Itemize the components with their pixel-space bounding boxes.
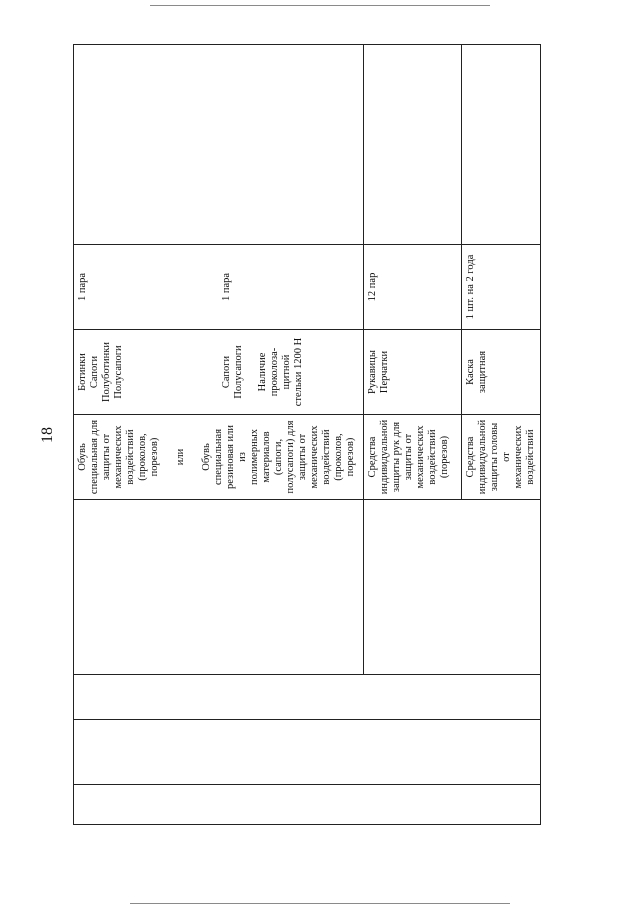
cell-empty-b1 [74, 720, 541, 785]
cell-norm-hands [364, 245, 462, 330]
text-line: механических [415, 425, 426, 489]
spacer [245, 334, 257, 410]
spacer [187, 419, 201, 495]
cell-empty-a1 [74, 785, 541, 825]
text-line: защиты рук для [391, 421, 402, 493]
text-line: индивидуальной [379, 419, 390, 495]
text-line: (порезов) [439, 435, 450, 479]
cell-ppe-name-footwear [74, 415, 364, 500]
text-line: полусапоги) для [285, 420, 296, 494]
text-line: защиты от [297, 433, 308, 481]
text-line: порезов) [345, 437, 356, 477]
text-line: Обувь [77, 443, 88, 471]
text-line: полимерных [249, 428, 260, 486]
cell-empty-h3 [462, 45, 541, 245]
cell-ppe-items-head [462, 330, 541, 415]
text-line: Сапоги [89, 355, 100, 389]
cell-empty-c1 [74, 675, 541, 720]
text-line: индивидуальной [477, 419, 488, 495]
text-line: 1 шт. на 2 года [465, 254, 476, 320]
table-row-footwear [74, 45, 364, 825]
text-line: защиты от [101, 433, 112, 481]
text-line: Наличие [257, 352, 268, 392]
text-line: стельки 1200 Н [293, 337, 304, 407]
text-line: (проколов, [333, 433, 344, 481]
text-line: механических [513, 425, 524, 489]
text-line: воздействий [525, 429, 536, 485]
text-line: Рукавицы [367, 350, 378, 394]
text-line: защиты от [403, 433, 414, 481]
cell-ppe-items-footwear [74, 330, 364, 415]
text-line: щитной [281, 354, 292, 390]
text-line: Перчатки [379, 350, 390, 394]
text-line: 1 пара [221, 272, 232, 302]
text-line: материалов [261, 431, 272, 483]
rotated-table-container [73, 45, 536, 825]
text-line: Полусапоги [233, 345, 244, 399]
text-line: (проколов, [137, 433, 148, 481]
cell-norm-footwear [74, 245, 364, 330]
spacer [125, 334, 221, 410]
text-line: механических [113, 425, 124, 489]
text-line: специальная [213, 428, 224, 486]
text-line: защитная [477, 350, 488, 394]
cell-empty-d2 [364, 500, 541, 675]
cell-empty-h1 [74, 45, 364, 245]
text-line: 12 пар [367, 272, 378, 302]
text-line: воздействий [427, 429, 438, 485]
text-line: Сапоги [221, 355, 232, 389]
spacer [89, 249, 221, 325]
cell-ppe-name-head [462, 415, 541, 500]
cell-empty-d1 [74, 500, 364, 675]
text-line: Средства [465, 436, 476, 478]
text-line-or: или [175, 448, 186, 466]
text-line: специальная для [89, 419, 100, 495]
ppe-norms-table [73, 44, 541, 825]
text-line: воздействий [321, 429, 332, 485]
text-line: 1 пара [77, 272, 88, 302]
text-line: Полуботинки [101, 341, 112, 403]
cell-norm-head [462, 245, 541, 330]
text-line: (сапоги, [273, 438, 284, 476]
text-line: защиты головы от [489, 422, 512, 492]
text-line: Средства [367, 436, 378, 478]
cell-ppe-items-hands [364, 330, 462, 415]
text-line: механических [309, 425, 320, 489]
text-line: Полусапоги [113, 345, 124, 399]
scan-edge-bottom [130, 903, 510, 904]
page-number: 18 [39, 427, 56, 443]
scan-edge-top [150, 5, 490, 6]
cell-empty-h2 [364, 45, 462, 245]
text-line: порезов) [149, 437, 160, 477]
spacer [161, 419, 175, 495]
cell-ppe-name-hands [364, 415, 462, 500]
text-line: воздействий [125, 429, 136, 485]
text-line: резиновая или из [225, 424, 248, 490]
text-line: Обувь [201, 443, 212, 471]
text-line: Каска [465, 359, 476, 385]
text-line: проколоза- [269, 347, 280, 397]
text-line: Ботинки [77, 353, 88, 391]
